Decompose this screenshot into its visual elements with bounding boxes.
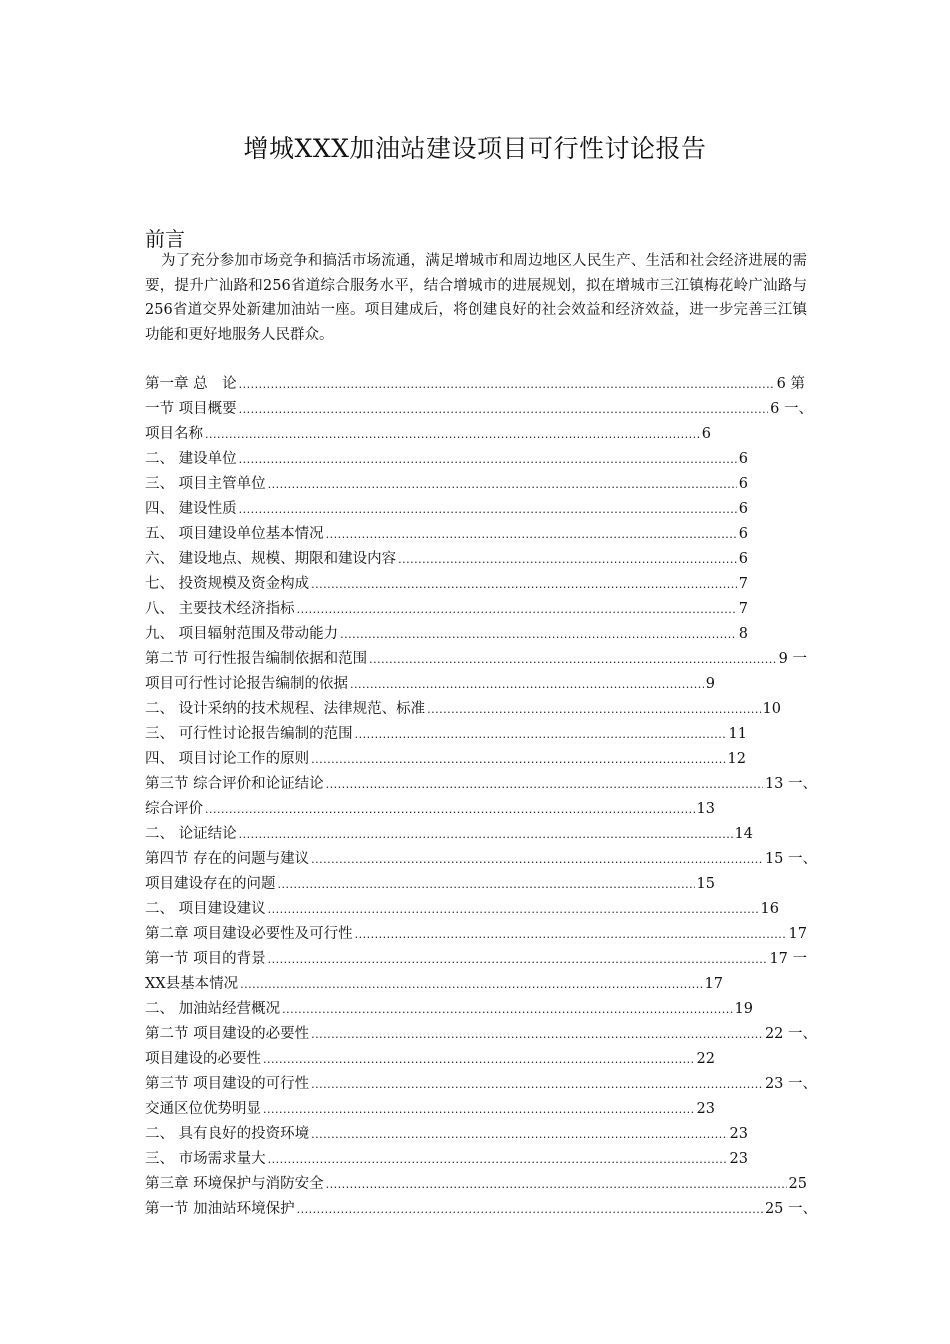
toc-line[interactable] — [145, 997, 753, 1021]
toc-leader-dots — [326, 522, 737, 547]
toc-leader-dots — [239, 372, 775, 397]
toc-page-number: 22 一、 — [764, 1026, 817, 1042]
toc-page-number: 6 — [738, 476, 748, 492]
toc-label: 二、 论证结论 — [145, 826, 237, 842]
toc-leader-dots — [268, 947, 768, 972]
toc-page-number: 17 — [704, 976, 723, 992]
toc-leader-dots — [427, 697, 760, 722]
toc-line[interactable] — [145, 897, 779, 921]
toc-line[interactable] — [145, 1197, 817, 1221]
toc-label: 二、 加油站经营概况 — [145, 1001, 281, 1017]
toc-line[interactable] — [145, 1022, 817, 1046]
toc-page-number: 19 — [734, 1001, 753, 1017]
toc-leader-dots — [311, 1072, 763, 1097]
toc-leader-dots — [263, 1047, 695, 1072]
toc-leader-dots — [369, 647, 777, 672]
toc-label: 项目建设的必要性 — [145, 1051, 261, 1067]
toc-page-number: 13 — [696, 801, 715, 817]
toc-label: 第三章 环境保护与消防安全 — [145, 1176, 324, 1192]
toc-leader-dots — [311, 1122, 727, 1147]
toc-line[interactable] — [145, 397, 813, 421]
toc-leader-dots — [311, 1022, 763, 1047]
toc-page-number: 7 — [738, 601, 748, 617]
toc-label: 综合评价 — [145, 801, 203, 817]
toc-line[interactable] — [145, 572, 748, 596]
toc-line[interactable] — [145, 922, 807, 946]
toc-page-number: 13 一、 — [764, 776, 817, 792]
toc-page-number: 25 — [788, 1176, 807, 1192]
toc-leader-dots — [311, 847, 763, 872]
toc-label: 项目建设存在的问题 — [145, 876, 276, 892]
toc-page-number: 22 — [696, 1051, 715, 1067]
toc-leader-dots — [239, 397, 769, 422]
toc-line[interactable] — [145, 497, 748, 521]
toc-page-number: 17 一 — [769, 951, 807, 967]
toc-label: 项目名称 — [145, 426, 203, 442]
toc-label: 项目可行性讨论报告编制的依据 — [145, 676, 348, 692]
toc-page-number: 9 一 — [778, 651, 807, 667]
toc-label: 三、 市场需求量大 — [145, 1151, 266, 1167]
toc-leader-dots — [355, 722, 727, 747]
toc-page-number: 23 — [729, 1151, 748, 1167]
document-title: 增城XXX加油站建设项目可行性讨论报告 — [243, 134, 707, 163]
toc-line[interactable] — [145, 372, 805, 396]
toc-line[interactable] — [145, 697, 781, 721]
toc-label: 五、 项目建设单位基本情况 — [145, 526, 324, 542]
toc-page-number: 6 第 — [776, 376, 805, 392]
toc-label: 第一节 加油站环境保护 — [145, 1201, 295, 1217]
toc-page-number: 10 — [762, 701, 781, 717]
toc-label: 第一节 项目的背景 — [145, 951, 266, 967]
toc-leader-dots — [297, 1197, 763, 1222]
toc-label: 交通区位优势明显 — [145, 1101, 261, 1117]
toc-leader-dots — [282, 997, 732, 1022]
toc-label: 一节 项目概要 — [145, 401, 237, 417]
toc-label: 四、 项目讨论工作的原则 — [145, 751, 310, 767]
toc-line[interactable] — [145, 822, 753, 846]
toc-label: 四、 建设性质 — [145, 501, 237, 517]
toc-label: 二、 设计采纳的技术规程、法律规范、标准 — [145, 701, 426, 717]
toc-label: 八、 主要技术经济指标 — [145, 601, 295, 617]
preface-paragraph: 为了充分参加市场竞争和搞活市场流通，满足增城市和周边地区人民生产、生活和社会经济进展的需要，提升广汕路和256省道综合服务水平，结合增城市的进展规划，拟在增城市三江镇梅花岭广汕路与256省道交界处新建加油站一座。项目建成后，将创建良好的社会效益和经济效益，进一步完善三江镇功能和更好地服务人民群众。 — [145, 253, 807, 343]
toc-leader-dots — [350, 672, 704, 697]
toc-line[interactable] — [145, 1072, 817, 1096]
toc-leader-dots — [326, 1172, 787, 1197]
preface-heading: 前言 — [145, 227, 185, 251]
toc-line[interactable] — [145, 722, 747, 746]
toc-label: 七、 投资规模及资金构成 — [145, 576, 310, 592]
toc-leader-dots — [398, 547, 737, 572]
toc-line[interactable] — [145, 547, 748, 571]
toc-leader-dots — [340, 622, 737, 647]
toc-label: 六、 建设地点、规模、期限和建设内容 — [145, 551, 397, 567]
toc-label: XX县基本情况 — [145, 976, 239, 992]
toc-line[interactable] — [145, 647, 807, 671]
toc-line[interactable] — [145, 672, 715, 696]
toc-page-number: 12 — [727, 751, 746, 767]
toc-page-number: 16 — [760, 901, 779, 917]
toc-page-number: 9 — [705, 676, 715, 692]
toc-line[interactable] — [145, 597, 748, 621]
toc-leader-dots — [268, 897, 759, 922]
toc-leader-dots — [268, 1147, 728, 1172]
toc-page-number: 6 — [738, 526, 748, 542]
toc-page-number: 6 一、 — [770, 401, 813, 417]
toc-page-number: 17 — [788, 926, 807, 942]
toc-leader-dots — [311, 747, 725, 772]
toc-page-number: 6 — [738, 551, 748, 567]
toc-line[interactable] — [145, 422, 711, 446]
toc-line[interactable] — [145, 622, 748, 646]
toc-line[interactable] — [145, 1047, 715, 1071]
toc-leader-dots — [205, 797, 695, 822]
toc-leader-dots — [297, 597, 737, 622]
toc-page-number: 15 — [696, 876, 715, 892]
toc-leader-dots — [240, 972, 702, 997]
toc-label: 三、 可行性讨论报告编制的范围 — [145, 726, 353, 742]
toc-leader-dots — [278, 872, 695, 897]
toc-label: 九、 项目辐射范围及带动能力 — [145, 626, 339, 642]
toc-line[interactable] — [145, 1097, 715, 1121]
toc-line[interactable] — [145, 772, 817, 796]
toc-line[interactable] — [145, 947, 807, 971]
toc-line[interactable] — [145, 972, 723, 996]
toc-line[interactable] — [145, 847, 817, 871]
toc-line[interactable] — [145, 872, 715, 896]
toc-page-number: 14 — [734, 826, 753, 842]
toc-leader-dots — [263, 1097, 695, 1122]
toc-line[interactable] — [145, 1172, 807, 1196]
toc-page-number: 8 — [738, 626, 748, 642]
toc-label: 第二章 项目建设必要性及可行性 — [145, 926, 353, 942]
toc-label: 三、 项目主管单位 — [145, 476, 266, 492]
toc-line[interactable] — [145, 797, 715, 821]
toc-leader-dots — [239, 822, 733, 847]
toc-page-number: 6 — [738, 501, 748, 517]
toc-page-number: 7 — [738, 576, 748, 592]
toc-leader-dots — [239, 497, 737, 522]
toc-leader-dots — [311, 572, 737, 597]
toc-page-number: 25 一、 — [764, 1201, 817, 1217]
toc-line[interactable] — [145, 472, 748, 496]
toc-page-number: 23 — [696, 1101, 715, 1117]
toc-page-number: 23 — [729, 1126, 748, 1142]
toc-label: 第三节 项目建设的可行性 — [145, 1076, 310, 1092]
toc-leader-dots — [205, 422, 700, 447]
toc-label: 二、 建设单位 — [145, 451, 237, 467]
toc-page-number: 23 一、 — [764, 1076, 817, 1092]
toc-line[interactable] — [145, 522, 748, 546]
toc-label: 第二节 项目建设的必要性 — [145, 1026, 310, 1042]
toc-line[interactable] — [145, 1147, 748, 1171]
toc-page-number: 11 — [728, 726, 747, 742]
toc-label: 第三节 综合评价和论证结论 — [145, 776, 324, 792]
toc-line[interactable] — [145, 447, 748, 471]
toc-label: 二、 项目建设建议 — [145, 901, 266, 917]
toc-label: 二、 具有良好的投资环境 — [145, 1126, 310, 1142]
toc-label: 第二节 可行性报告编制依据和范围 — [145, 651, 368, 667]
toc-leader-dots — [326, 772, 763, 797]
toc-leader-dots — [239, 447, 737, 472]
toc-line[interactable] — [145, 747, 746, 771]
toc-leader-dots — [355, 922, 787, 947]
toc-page-number: 6 — [738, 451, 748, 467]
toc-page-number: 15 一、 — [764, 851, 817, 867]
toc-line[interactable] — [145, 1122, 748, 1146]
toc-label: 第四节 存在的问题与建议 — [145, 851, 310, 867]
toc-page-number: 6 — [701, 426, 711, 442]
toc-label: 第一章 总 论 — [145, 376, 237, 392]
toc-leader-dots — [268, 472, 737, 497]
